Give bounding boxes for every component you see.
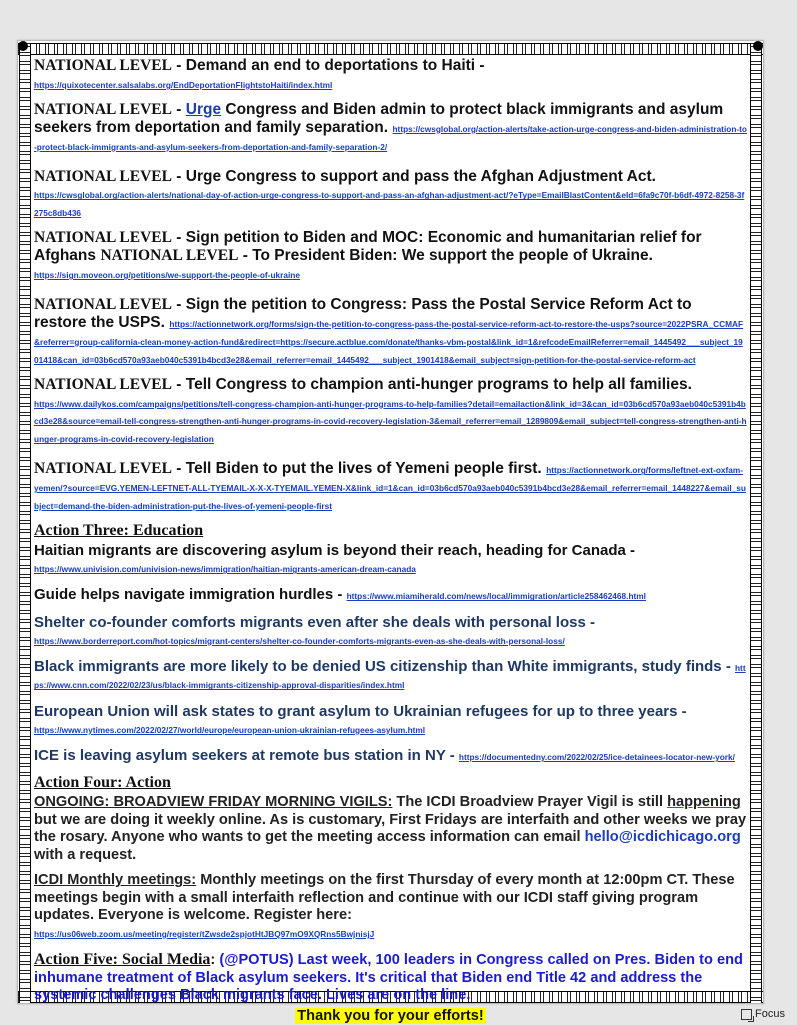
article-link[interactable]: https://www.cnn.com/2022/02/23/us/black-immigrants-citizenship-approval-disparities/index.html [34, 663, 746, 691]
level-label: NATIONAL LEVEL [34, 229, 172, 247]
item-title: Sign the petition to Congress: Pass the Postal Service Reform Act to restore the USPS. [34, 295, 692, 331]
focus-icon [741, 1009, 752, 1020]
article-item [34, 586, 747, 603]
vigil-text: with a request. [34, 846, 137, 863]
border-top [18, 43, 763, 55]
meetings-paragraph [34, 872, 747, 942]
level-label: NATIONAL LEVEL [34, 460, 172, 478]
thanks-line [34, 1007, 747, 1025]
article-title: Guide helps navigate immigration hurdles - [34, 586, 343, 604]
heading-colon: : [210, 952, 216, 969]
article-item [34, 703, 747, 738]
meetings-label: ICDI Monthly meetings: [34, 872, 197, 889]
level-label: NATIONAL LEVEL [34, 375, 172, 393]
border-left [19, 43, 31, 1003]
national-item [34, 376, 747, 448]
level-label: NATIONAL LEVEL [34, 100, 172, 118]
separator: - [171, 460, 186, 478]
thanks-text: Thank you for your efforts! [297, 1007, 484, 1024]
focus-button[interactable] [741, 1008, 785, 1020]
article-link[interactable]: https://www.univision.com/univision-news/immigration/haitian-migrants-american-dream-canada [34, 564, 416, 575]
item-title: Tell Congress to champion anti-hunger programs to help all families. [185, 375, 692, 393]
item-link[interactable]: https://www.dailykos.com/campaigns/petitions/tell-congress-champion-anti-hunger-programs-to-help-families?detail=emailaction&link_id=3&can_id=03b6cd570a93aeb040c5391b4bcd3e28&source=email-tell-congress-strengthen-anti-hunger-programs-in-covid-recovery-legislation-3&email_referrer=email_1289809&email_subject=tell-congress-strengthen-anti-hunger-programs-in-covid-recovery-legislation [34, 398, 747, 445]
national-item [34, 229, 747, 283]
vigil-paragraph [34, 794, 747, 864]
article-title: ICE is leaving asylum seekers at remote bus station in NY - [34, 747, 455, 765]
vigil-happening: happening [667, 794, 741, 811]
national-item [34, 168, 747, 222]
vigil-text: but we are doing it weekly online. As is customary, First Fridays are interfaith and other weeks we pray the rosary. Anyone who wants to get the meeting access information can email [34, 811, 747, 846]
separator: - [171, 100, 186, 118]
article-title: Haitian migrants are discovering asylum is beyond their reach, heading for Canada - [34, 541, 635, 559]
item-title: Congress and Biden admin to protect black immigrants and asylum seekers from deportation and family separation. [34, 100, 724, 136]
corner-ornament-icon [18, 41, 28, 51]
email-link[interactable]: hello@icdichicago.org [584, 829, 741, 846]
national-item [34, 101, 747, 155]
document-page [17, 40, 764, 1024]
item-underlined-word: Urge [185, 100, 222, 118]
action-three-heading: Action Three: Education [34, 521, 204, 539]
separator: - [171, 375, 186, 393]
vigil-label: ONGOING: BROADVIEW FRIDAY MORNING VIGILS: [34, 794, 393, 811]
focus-label: Focus [755, 1008, 785, 1020]
item-link[interactable]: https://actionnetwork.org/forms/leftnet-ext-oxfam-yemen/?source=EVG.YEMEN-LEFTNET-ALL-TYEMAIL-X-X-X-TYEMAIL.YEMEN-X&link_id=1&can_id=03b6cd570a93aeb040c5391b4bcd3e28&email_referrer=email_1448227&email_subject=demand-the-biden-administration-put-the-lives-of-yemeni-people-first [34, 465, 746, 512]
article-item [34, 614, 747, 649]
item-link[interactable]: https://actionnetwork.org/forms/sign-the-petition-to-congress-pass-the-postal-service-reform-act-to-restore-the-usps?source=2022PSRA_CCMAF&referrer=group-california-clean-money-action-fund&redirect=https://secure.actblue.com/donate/thanks-vbm-postal&link_id=1&refcodeEmailReferrer=email_1445492___subject_1901418&can_id=03b6cd570a93aeb040c5391b4bcd3e28&email_referrer=email_1445492___subject_1901418&email_subject=sign-petition-for-the-postal-service-reform-act [34, 318, 744, 365]
action-five-heading: Action Five: Social Media [34, 951, 211, 969]
article-item [34, 747, 747, 764]
article-link[interactable]: https://www.borderreport.com/hot-topics/migrant-centers/shelter-co-founder-comforts-migrants-even-as-she-deals-with-personal-loss/ [34, 635, 565, 646]
item-title: Urge Congress to support and pass the Afghan Adjustment Act. [185, 167, 656, 185]
social-text: (@POTUS) Last week, 100 leaders in Congress called on Pres. Biden to end inhumane treatment of Black asylum seekers. It's critical that Biden end Title 42 and address the systemic challenges Black migrants face. Lives are on the line. [34, 952, 743, 1004]
article-title: Shelter co-founder comforts migrants even after she deals with personal loss - [34, 613, 595, 631]
item-link[interactable]: https://cwsglobal.org/action-alerts/take-action-urge-congress-and-biden-administration-to-protect-black-immigrants-and-asylum-seekers-from-deportation-and-family-separation-2/ [34, 123, 747, 152]
article-item [34, 658, 747, 693]
separator: - [171, 167, 186, 185]
level-label: NATIONAL LEVEL [100, 247, 239, 265]
border-right [750, 43, 762, 1003]
national-item [34, 460, 747, 514]
action-five-paragraph [34, 950, 747, 1005]
item-title: Sign petition to Biden and MOC: Economic and humanitarian relief for Afghans [34, 229, 702, 265]
item-link[interactable]: https://cwsglobal.org/action-alerts/national-day-of-action-urge-congress-to-support-and-pass-an-afghan-adjustment-act/?eType=EmailBlastContent&eId=6fa9c70f-b6df-4972-8258-3f275c8db436 [34, 190, 745, 219]
item-title: - To President Biden: We support the people of Ukraine. [238, 247, 653, 265]
meetings-text: Monthly meetings on the first Thursday of every month at 12:00pm CT. These meetings begin with a small interfaith reflection and continue with our ICDI staff giving program updates. Everyone is welcome. Register here: [34, 872, 735, 924]
vigil-text: The ICDI Broadview Prayer Vigil is still [392, 794, 668, 811]
article-link[interactable]: https://www.miamiherald.com/news/local/immigration/article258462468.html [346, 591, 646, 602]
level-label: NATIONAL LEVEL [34, 295, 172, 313]
item-title: Tell Biden to put the lives of Yemeni people first. [185, 460, 542, 478]
action-four-heading: Action Four: Action [34, 774, 171, 792]
meetings-link[interactable]: https://us06web.zoom.us/meeting/register/tZwsde2spjotHtJBQ97mO9XQRns5BwjnisjJ [34, 928, 375, 939]
national-item [34, 296, 747, 368]
item-link[interactable]: https://sign.moveon.org/petitions/we-support-the-people-of-ukraine [34, 270, 300, 281]
separator: - [171, 295, 186, 313]
item-title: Demand an end to deportations to Haiti - [185, 57, 485, 74]
national-item [34, 57, 747, 93]
article-link[interactable]: https://www.nytimes.com/2022/02/27/world/europe/european-union-ukrainian-refugees-asylum.html [34, 724, 426, 735]
article-title: European Union will ask states to grant asylum to Ukrainian refugees for up to three years - [34, 702, 687, 720]
article-item [34, 542, 747, 577]
separator: - [171, 229, 186, 247]
item-link[interactable]: https://quixotecenter.salsalabs.org/EndDeportationFlightstoHaiti/index.html [34, 79, 333, 90]
article-link[interactable]: https://documentedny.com/2022/02/25/ice-detainees-locator-new-york/ [458, 752, 735, 763]
separator: - [171, 57, 186, 74]
corner-ornament-icon [753, 41, 763, 51]
level-label: NATIONAL LEVEL [34, 57, 172, 74]
article-title: Black immigrants are more likely to be denied US citizenship than White immigrants, study finds - [34, 658, 731, 676]
document-content [34, 57, 747, 1024]
level-label: NATIONAL LEVEL [34, 167, 172, 185]
